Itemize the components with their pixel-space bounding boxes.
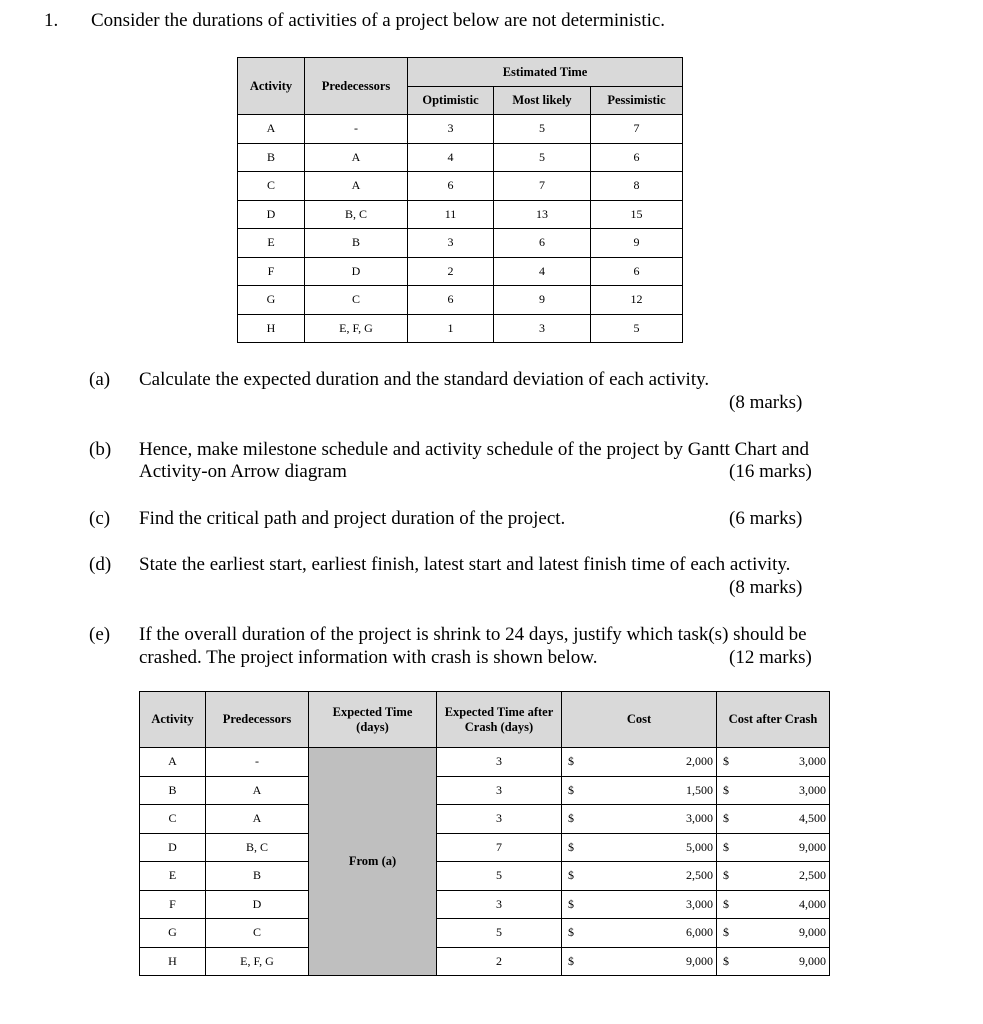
cell-predecessors: A (305, 143, 408, 172)
cell-crash-time: 3 (437, 890, 562, 919)
cell-pessimistic: 9 (591, 229, 683, 258)
cost-after-currency: $ (717, 919, 731, 948)
cell-pessimistic: 15 (591, 200, 683, 229)
cell-most-likely: 5 (494, 143, 591, 172)
cell-cost: 2,000 (592, 748, 717, 777)
part-e-marks: (12 marks) (729, 647, 812, 668)
question-text: Consider the durations of activities of a project below are not deterministic. (91, 10, 666, 31)
cell-cost-after-crash: 9,000 (731, 947, 830, 976)
cell-activity: F (140, 890, 206, 919)
cost-after-currency: $ (717, 833, 731, 862)
table-row (238, 200, 683, 229)
header-optimistic: Optimistic (408, 87, 494, 115)
cost-after-currency: $ (717, 748, 731, 777)
cell-most-likely: 3 (494, 314, 591, 343)
part-d-text: State the earliest start, earliest finish, latest start and latest finish time of each activity. (139, 554, 791, 575)
part-c-marks: (6 marks) (729, 508, 803, 529)
cell-activity: H (238, 314, 305, 343)
cell-predecessors: B, C (305, 200, 408, 229)
cell-optimistic: 4 (408, 143, 494, 172)
cell-predecessors: D (305, 257, 408, 286)
table-row (140, 919, 830, 948)
cell-cost-after-crash: 4,500 (731, 805, 830, 834)
cell-predecessors: E, F, G (206, 947, 309, 976)
part-e-label: (e) (89, 624, 111, 645)
cell-cost-after-crash: 9,000 (731, 833, 830, 862)
cell-most-likely: 6 (494, 229, 591, 258)
cell-predecessors: - (206, 748, 309, 777)
cost-after-currency: $ (717, 862, 731, 891)
part-b-marks: (16 marks) (729, 461, 812, 482)
cell-predecessors: A (206, 805, 309, 834)
cell-pessimistic: 12 (591, 286, 683, 315)
table-row (140, 776, 830, 805)
cell-activity: G (238, 286, 305, 315)
cost-currency: $ (562, 919, 592, 948)
cell-activity: D (140, 833, 206, 862)
cell-cost: 1,500 (592, 776, 717, 805)
cell-predecessors: A (206, 776, 309, 805)
cell-activity: C (140, 805, 206, 834)
cell-optimistic: 1 (408, 314, 494, 343)
cell-cost-after-crash: 4,000 (731, 890, 830, 919)
table-row (238, 257, 683, 286)
table-row (238, 229, 683, 258)
cell-activity: D (238, 200, 305, 229)
cell-activity: H (140, 947, 206, 976)
cell-crash-time: 3 (437, 748, 562, 777)
cell-pessimistic: 5 (591, 314, 683, 343)
cell-crash-time: 3 (437, 776, 562, 805)
cell-activity: C (238, 172, 305, 201)
cell-cost: 2,500 (592, 862, 717, 891)
table-row (140, 805, 830, 834)
cell-cost-after-crash: 2,500 (731, 862, 830, 891)
cell-cost: 6,000 (592, 919, 717, 948)
part-a-text: Calculate the expected duration and the standard deviation of each activity. (139, 369, 710, 390)
cost-after-currency: $ (717, 890, 731, 919)
header-cost: Cost (562, 692, 717, 748)
part-b-text-line1: Hence, make milestone schedule and activity schedule of the project by Gantt Chart and (139, 439, 810, 460)
cell-crash-time: 3 (437, 805, 562, 834)
cost-currency: $ (562, 776, 592, 805)
header-expected-time (309, 692, 437, 748)
table-row (238, 143, 683, 172)
cell-activity: A (140, 748, 206, 777)
part-d-marks: (8 marks) (729, 577, 803, 598)
cell-predecessors: A (305, 172, 408, 201)
cell-activity: B (238, 143, 305, 172)
header-activity: Activity (238, 58, 305, 115)
header-predecessors: Predecessors (305, 58, 408, 115)
part-b-text-line2: Activity-on Arrow diagram (139, 461, 347, 482)
table-row (140, 833, 830, 862)
cell-crash-time: 5 (437, 919, 562, 948)
cell-activity: B (140, 776, 206, 805)
cell-activity: A (238, 115, 305, 144)
header-cost-after-crash: Cost after Crash (717, 692, 830, 748)
part-e-text-line1: If the overall duration of the project is shrink to 24 days, justify which task(s) should be (139, 624, 807, 645)
header-pessimistic: Pessimistic (591, 87, 683, 115)
cell-pessimistic: 6 (591, 143, 683, 172)
header-expected-time-after-crash (437, 692, 562, 748)
cost-after-currency: $ (717, 805, 731, 834)
cell-pessimistic: 6 (591, 257, 683, 286)
cell-cost: 3,000 (592, 890, 717, 919)
from-a-cell: From (a) (309, 748, 437, 976)
question-number: 1. (44, 10, 59, 31)
cell-most-likely: 4 (494, 257, 591, 286)
header-expected-time-line2: (days) (356, 719, 389, 734)
cell-predecessors: D (206, 890, 309, 919)
crash-table (139, 691, 830, 976)
cost-after-currency: $ (717, 776, 731, 805)
cell-most-likely: 5 (494, 115, 591, 144)
cell-activity: F (238, 257, 305, 286)
table-row (238, 172, 683, 201)
cell-most-likely: 7 (494, 172, 591, 201)
cell-predecessors: B (305, 229, 408, 258)
cell-most-likely: 13 (494, 200, 591, 229)
cell-optimistic: 3 (408, 115, 494, 144)
header-expected-time-line1: Expected Time (332, 704, 413, 719)
cost-currency: $ (562, 947, 592, 976)
cell-predecessors: C (206, 919, 309, 948)
estimated-time-table (237, 57, 683, 343)
part-a-label: (a) (89, 369, 111, 390)
part-d-label: (d) (89, 554, 112, 575)
estimated-time-table-body (238, 115, 683, 343)
cell-optimistic: 11 (408, 200, 494, 229)
cost-currency: $ (562, 833, 592, 862)
cell-predecessors: - (305, 115, 408, 144)
part-a-marks: (8 marks) (729, 392, 803, 413)
cost-currency: $ (562, 862, 592, 891)
part-c-label: (c) (89, 508, 111, 529)
crash-table-body (140, 748, 830, 976)
header-estimated-time: Estimated Time (408, 58, 683, 87)
cell-predecessors: B (206, 862, 309, 891)
table-row (238, 314, 683, 343)
cell-optimistic: 2 (408, 257, 494, 286)
cell-optimistic: 3 (408, 229, 494, 258)
cost-after-currency: $ (717, 947, 731, 976)
cost-currency: $ (562, 805, 592, 834)
cell-pessimistic: 7 (591, 115, 683, 144)
cell-most-likely: 9 (494, 286, 591, 315)
table-row (140, 947, 830, 976)
cell-pessimistic: 8 (591, 172, 683, 201)
cell-crash-time: 2 (437, 947, 562, 976)
cell-predecessors: B, C (206, 833, 309, 862)
cell-crash-time: 5 (437, 862, 562, 891)
table-row (238, 115, 683, 144)
cell-cost-after-crash: 3,000 (731, 748, 830, 777)
cell-optimistic: 6 (408, 286, 494, 315)
cell-activity: E (140, 862, 206, 891)
part-c-text: Find the critical path and project duration of the project. (139, 508, 566, 529)
table-row (140, 890, 830, 919)
header-after-crash-line1: Expected Time after (444, 704, 554, 719)
cell-cost: 5,000 (592, 833, 717, 862)
header-predecessors: Predecessors (206, 692, 309, 748)
cell-crash-time: 7 (437, 833, 562, 862)
cost-currency: $ (562, 748, 592, 777)
cell-activity: G (140, 919, 206, 948)
cell-optimistic: 6 (408, 172, 494, 201)
header-after-crash-line2: Crash (days) (464, 719, 534, 734)
part-b-label: (b) (89, 439, 112, 460)
cell-cost-after-crash: 3,000 (731, 776, 830, 805)
cell-cost-after-crash: 9,000 (731, 919, 830, 948)
part-e-text-line2: crashed. The project information with crash is shown below. (139, 647, 598, 668)
header-activity: Activity (140, 692, 206, 748)
cell-cost: 3,000 (592, 805, 717, 834)
cell-activity: E (238, 229, 305, 258)
cell-predecessors: E, F, G (305, 314, 408, 343)
table-row (140, 862, 830, 891)
cell-cost: 9,000 (592, 947, 717, 976)
cell-predecessors: C (305, 286, 408, 315)
cost-currency: $ (562, 890, 592, 919)
table-row (238, 286, 683, 315)
table-row (140, 748, 830, 777)
header-most-likely: Most likely (494, 87, 591, 115)
